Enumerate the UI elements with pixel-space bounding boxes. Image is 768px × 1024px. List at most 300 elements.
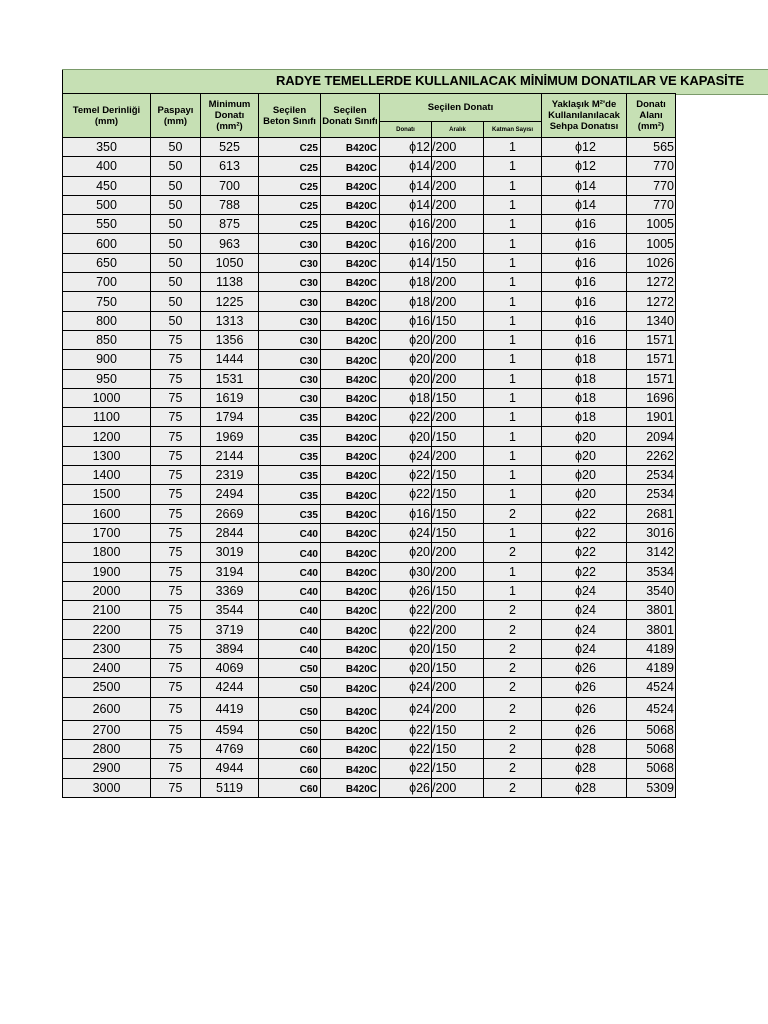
cell-spacing[interactable]: /200 bbox=[432, 778, 484, 797]
cell-spacing[interactable]: /200 bbox=[432, 543, 484, 562]
cell-min-rebar[interactable]: 4244 bbox=[201, 678, 259, 697]
cell-min-rebar[interactable]: 3369 bbox=[201, 581, 259, 600]
cell-rebar-class[interactable]: B420C bbox=[321, 778, 380, 797]
cell-rebar-diameter[interactable]: ϕ22 bbox=[380, 485, 432, 504]
cell-concrete-class[interactable]: C35 bbox=[259, 504, 321, 523]
cell-spacing[interactable]: /150 bbox=[432, 720, 484, 739]
cell-layers[interactable]: 2 bbox=[484, 759, 542, 778]
cell-rebar-class[interactable]: B420C bbox=[321, 466, 380, 485]
cell-mesh[interactable]: ϕ20 bbox=[542, 427, 627, 446]
cell-min-rebar[interactable]: 1356 bbox=[201, 330, 259, 349]
cell-depth[interactable]: 350 bbox=[63, 138, 151, 157]
cell-mesh[interactable]: ϕ26 bbox=[542, 678, 627, 697]
cell-spacing[interactable]: /150 bbox=[432, 759, 484, 778]
cell-area[interactable]: 1571 bbox=[627, 350, 676, 369]
cell-cover[interactable]: 50 bbox=[151, 176, 201, 195]
cell-min-rebar[interactable]: 4769 bbox=[201, 739, 259, 758]
cell-rebar-class[interactable]: B420C bbox=[321, 446, 380, 465]
cell-min-rebar[interactable]: 788 bbox=[201, 195, 259, 214]
cell-mesh[interactable]: ϕ20 bbox=[542, 466, 627, 485]
cell-area[interactable]: 2681 bbox=[627, 504, 676, 523]
cell-rebar-diameter[interactable]: ϕ20 bbox=[380, 350, 432, 369]
cell-rebar-diameter[interactable]: ϕ24 bbox=[380, 446, 432, 465]
cell-spacing[interactable]: /200 bbox=[432, 273, 484, 292]
cell-min-rebar[interactable]: 1313 bbox=[201, 311, 259, 330]
cell-mesh[interactable]: ϕ18 bbox=[542, 388, 627, 407]
cell-area[interactable]: 3534 bbox=[627, 562, 676, 581]
cell-spacing[interactable]: /200 bbox=[432, 215, 484, 234]
cell-rebar-diameter[interactable]: ϕ14 bbox=[380, 176, 432, 195]
cell-cover[interactable]: 50 bbox=[151, 292, 201, 311]
cell-rebar-diameter[interactable]: ϕ24 bbox=[380, 523, 432, 542]
cell-cover[interactable]: 75 bbox=[151, 639, 201, 658]
cell-rebar-class[interactable]: B420C bbox=[321, 157, 380, 176]
cell-layers[interactable]: 1 bbox=[484, 427, 542, 446]
cell-concrete-class[interactable]: C40 bbox=[259, 562, 321, 581]
cell-rebar-class[interactable]: B420C bbox=[321, 234, 380, 253]
cell-mesh[interactable]: ϕ12 bbox=[542, 157, 627, 176]
cell-layers[interactable]: 2 bbox=[484, 739, 542, 758]
cell-concrete-class[interactable]: C30 bbox=[259, 311, 321, 330]
cell-concrete-class[interactable]: C40 bbox=[259, 581, 321, 600]
cell-layers[interactable]: 2 bbox=[484, 543, 542, 562]
cell-layers[interactable]: 1 bbox=[484, 311, 542, 330]
cell-concrete-class[interactable]: C30 bbox=[259, 234, 321, 253]
cell-spacing[interactable]: /200 bbox=[432, 350, 484, 369]
cell-depth[interactable]: 950 bbox=[63, 369, 151, 388]
cell-depth[interactable]: 2800 bbox=[63, 739, 151, 758]
cell-depth[interactable]: 2200 bbox=[63, 620, 151, 639]
cell-rebar-diameter[interactable]: ϕ20 bbox=[380, 369, 432, 388]
cell-layers[interactable]: 1 bbox=[484, 234, 542, 253]
cell-rebar-class[interactable]: B420C bbox=[321, 562, 380, 581]
cell-rebar-class[interactable]: B420C bbox=[321, 215, 380, 234]
cell-mesh[interactable]: ϕ28 bbox=[542, 778, 627, 797]
cell-rebar-diameter[interactable]: ϕ22 bbox=[380, 720, 432, 739]
cell-cover[interactable]: 75 bbox=[151, 466, 201, 485]
cell-concrete-class[interactable]: C30 bbox=[259, 330, 321, 349]
cell-rebar-diameter[interactable]: ϕ22 bbox=[380, 620, 432, 639]
cell-layers[interactable]: 1 bbox=[484, 273, 542, 292]
cell-rebar-class[interactable]: B420C bbox=[321, 408, 380, 427]
cell-layers[interactable]: 2 bbox=[484, 659, 542, 678]
cell-rebar-diameter[interactable]: ϕ30 bbox=[380, 562, 432, 581]
cell-area[interactable]: 1340 bbox=[627, 311, 676, 330]
cell-depth[interactable]: 1700 bbox=[63, 523, 151, 542]
cell-rebar-class[interactable]: B420C bbox=[321, 504, 380, 523]
cell-min-rebar[interactable]: 525 bbox=[201, 138, 259, 157]
cell-spacing[interactable]: /150 bbox=[432, 311, 484, 330]
cell-rebar-diameter[interactable]: ϕ24 bbox=[380, 697, 432, 720]
cell-rebar-class[interactable]: B420C bbox=[321, 543, 380, 562]
cell-mesh[interactable]: ϕ22 bbox=[542, 504, 627, 523]
cell-depth[interactable]: 550 bbox=[63, 215, 151, 234]
cell-depth[interactable]: 650 bbox=[63, 253, 151, 272]
cell-area[interactable]: 1571 bbox=[627, 369, 676, 388]
cell-depth[interactable]: 1100 bbox=[63, 408, 151, 427]
cell-mesh[interactable]: ϕ18 bbox=[542, 369, 627, 388]
cell-cover[interactable]: 75 bbox=[151, 601, 201, 620]
cell-depth[interactable]: 1200 bbox=[63, 427, 151, 446]
cell-mesh[interactable]: ϕ26 bbox=[542, 697, 627, 720]
cell-min-rebar[interactable]: 4419 bbox=[201, 697, 259, 720]
cell-rebar-diameter[interactable]: ϕ14 bbox=[380, 157, 432, 176]
cell-cover[interactable]: 75 bbox=[151, 446, 201, 465]
cell-min-rebar[interactable]: 4594 bbox=[201, 720, 259, 739]
cell-concrete-class[interactable]: C25 bbox=[259, 195, 321, 214]
cell-depth[interactable]: 1500 bbox=[63, 485, 151, 504]
cell-rebar-diameter[interactable]: ϕ20 bbox=[380, 330, 432, 349]
cell-rebar-class[interactable]: B420C bbox=[321, 253, 380, 272]
cell-min-rebar[interactable]: 4069 bbox=[201, 659, 259, 678]
cell-concrete-class[interactable]: C35 bbox=[259, 446, 321, 465]
cell-cover[interactable]: 75 bbox=[151, 369, 201, 388]
cell-area[interactable]: 770 bbox=[627, 176, 676, 195]
cell-rebar-diameter[interactable]: ϕ22 bbox=[380, 408, 432, 427]
cell-rebar-class[interactable]: B420C bbox=[321, 739, 380, 758]
cell-layers[interactable]: 1 bbox=[484, 369, 542, 388]
cell-concrete-class[interactable]: C35 bbox=[259, 427, 321, 446]
cell-depth[interactable]: 1900 bbox=[63, 562, 151, 581]
cell-depth[interactable]: 800 bbox=[63, 311, 151, 330]
cell-area[interactable]: 770 bbox=[627, 157, 676, 176]
cell-concrete-class[interactable]: C30 bbox=[259, 388, 321, 407]
cell-layers[interactable]: 2 bbox=[484, 778, 542, 797]
cell-cover[interactable]: 50 bbox=[151, 138, 201, 157]
cell-spacing[interactable]: /200 bbox=[432, 601, 484, 620]
cell-rebar-diameter[interactable]: ϕ12 bbox=[380, 138, 432, 157]
cell-area[interactable]: 1901 bbox=[627, 408, 676, 427]
cell-rebar-diameter[interactable]: ϕ16 bbox=[380, 504, 432, 523]
cell-layers[interactable]: 1 bbox=[484, 408, 542, 427]
cell-rebar-class[interactable]: B420C bbox=[321, 678, 380, 697]
cell-layers[interactable]: 1 bbox=[484, 157, 542, 176]
cell-min-rebar[interactable]: 5119 bbox=[201, 778, 259, 797]
cell-mesh[interactable]: ϕ24 bbox=[542, 601, 627, 620]
cell-cover[interactable]: 50 bbox=[151, 157, 201, 176]
cell-rebar-class[interactable]: B420C bbox=[321, 138, 380, 157]
cell-mesh[interactable]: ϕ28 bbox=[542, 739, 627, 758]
cell-depth[interactable]: 500 bbox=[63, 195, 151, 214]
cell-rebar-class[interactable]: B420C bbox=[321, 697, 380, 720]
cell-rebar-class[interactable]: B420C bbox=[321, 601, 380, 620]
cell-rebar-class[interactable]: B420C bbox=[321, 485, 380, 504]
cell-rebar-class[interactable]: B420C bbox=[321, 311, 380, 330]
cell-min-rebar[interactable]: 2319 bbox=[201, 466, 259, 485]
cell-rebar-diameter[interactable]: ϕ22 bbox=[380, 466, 432, 485]
cell-concrete-class[interactable]: C50 bbox=[259, 659, 321, 678]
cell-min-rebar[interactable]: 1619 bbox=[201, 388, 259, 407]
cell-spacing[interactable]: /200 bbox=[432, 678, 484, 697]
cell-layers[interactable]: 1 bbox=[484, 330, 542, 349]
cell-area[interactable]: 3142 bbox=[627, 543, 676, 562]
cell-depth[interactable]: 750 bbox=[63, 292, 151, 311]
cell-rebar-class[interactable]: B420C bbox=[321, 388, 380, 407]
cell-min-rebar[interactable]: 1050 bbox=[201, 253, 259, 272]
cell-mesh[interactable]: ϕ20 bbox=[542, 446, 627, 465]
cell-spacing[interactable]: /200 bbox=[432, 138, 484, 157]
cell-cover[interactable]: 75 bbox=[151, 427, 201, 446]
cell-cover[interactable]: 75 bbox=[151, 659, 201, 678]
cell-min-rebar[interactable]: 1444 bbox=[201, 350, 259, 369]
cell-min-rebar[interactable]: 2144 bbox=[201, 446, 259, 465]
cell-depth[interactable]: 2900 bbox=[63, 759, 151, 778]
cell-concrete-class[interactable]: C35 bbox=[259, 466, 321, 485]
cell-area[interactable]: 4189 bbox=[627, 639, 676, 658]
cell-spacing[interactable]: /200 bbox=[432, 369, 484, 388]
cell-min-rebar[interactable]: 613 bbox=[201, 157, 259, 176]
cell-area[interactable]: 1272 bbox=[627, 292, 676, 311]
cell-layers[interactable]: 1 bbox=[484, 292, 542, 311]
cell-layers[interactable]: 2 bbox=[484, 504, 542, 523]
cell-spacing[interactable]: /200 bbox=[432, 446, 484, 465]
header-min-rebar[interactable]: Minimum Donatı (mm²) bbox=[201, 94, 259, 138]
cell-rebar-diameter[interactable]: ϕ20 bbox=[380, 427, 432, 446]
cell-min-rebar[interactable]: 3544 bbox=[201, 601, 259, 620]
cell-concrete-class[interactable]: C40 bbox=[259, 601, 321, 620]
cell-min-rebar[interactable]: 1225 bbox=[201, 292, 259, 311]
cell-rebar-class[interactable]: B420C bbox=[321, 427, 380, 446]
cell-concrete-class[interactable]: C30 bbox=[259, 369, 321, 388]
cell-mesh[interactable]: ϕ18 bbox=[542, 408, 627, 427]
cell-spacing[interactable]: /150 bbox=[432, 253, 484, 272]
cell-layers[interactable]: 1 bbox=[484, 466, 542, 485]
cell-spacing[interactable]: /150 bbox=[432, 427, 484, 446]
cell-cover[interactable]: 50 bbox=[151, 234, 201, 253]
cell-cover[interactable]: 75 bbox=[151, 739, 201, 758]
cell-layers[interactable]: 1 bbox=[484, 195, 542, 214]
cell-rebar-diameter[interactable]: ϕ22 bbox=[380, 739, 432, 758]
cell-depth[interactable]: 2600 bbox=[63, 697, 151, 720]
cell-spacing[interactable]: /200 bbox=[432, 562, 484, 581]
cell-layers[interactable]: 1 bbox=[484, 176, 542, 195]
cell-mesh[interactable]: ϕ24 bbox=[542, 581, 627, 600]
cell-min-rebar[interactable]: 1794 bbox=[201, 408, 259, 427]
cell-spacing[interactable]: /200 bbox=[432, 330, 484, 349]
cell-concrete-class[interactable]: C30 bbox=[259, 253, 321, 272]
cell-spacing[interactable]: /150 bbox=[432, 639, 484, 658]
cell-mesh[interactable]: ϕ24 bbox=[542, 639, 627, 658]
cell-rebar-class[interactable]: B420C bbox=[321, 369, 380, 388]
cell-spacing[interactable]: /200 bbox=[432, 234, 484, 253]
subheader-rebar[interactable]: Donatı bbox=[380, 122, 432, 138]
cell-depth[interactable]: 600 bbox=[63, 234, 151, 253]
cell-depth[interactable]: 1600 bbox=[63, 504, 151, 523]
cell-rebar-class[interactable]: B420C bbox=[321, 292, 380, 311]
cell-rebar-class[interactable]: B420C bbox=[321, 523, 380, 542]
cell-mesh[interactable]: ϕ16 bbox=[542, 234, 627, 253]
cell-area[interactable]: 3016 bbox=[627, 523, 676, 542]
cell-mesh[interactable]: ϕ16 bbox=[542, 273, 627, 292]
cell-cover[interactable]: 50 bbox=[151, 215, 201, 234]
cell-layers[interactable]: 1 bbox=[484, 253, 542, 272]
cell-cover[interactable]: 75 bbox=[151, 330, 201, 349]
cell-layers[interactable]: 1 bbox=[484, 138, 542, 157]
cell-mesh[interactable]: ϕ16 bbox=[542, 292, 627, 311]
cell-layers[interactable]: 2 bbox=[484, 697, 542, 720]
cell-area[interactable]: 4524 bbox=[627, 697, 676, 720]
cell-min-rebar[interactable]: 700 bbox=[201, 176, 259, 195]
cell-area[interactable]: 3801 bbox=[627, 620, 676, 639]
cell-rebar-diameter[interactable]: ϕ16 bbox=[380, 234, 432, 253]
cell-mesh[interactable]: ϕ16 bbox=[542, 311, 627, 330]
cell-mesh[interactable]: ϕ26 bbox=[542, 659, 627, 678]
cell-area[interactable]: 2094 bbox=[627, 427, 676, 446]
cell-spacing[interactable]: /150 bbox=[432, 388, 484, 407]
cell-rebar-diameter[interactable]: ϕ20 bbox=[380, 543, 432, 562]
cell-cover[interactable]: 75 bbox=[151, 720, 201, 739]
cell-rebar-class[interactable]: B420C bbox=[321, 581, 380, 600]
cell-rebar-diameter[interactable]: ϕ14 bbox=[380, 195, 432, 214]
cell-area[interactable]: 5068 bbox=[627, 720, 676, 739]
cell-rebar-class[interactable]: B420C bbox=[321, 330, 380, 349]
cell-min-rebar[interactable]: 2669 bbox=[201, 504, 259, 523]
cell-rebar-diameter[interactable]: ϕ26 bbox=[380, 581, 432, 600]
cell-area[interactable]: 4524 bbox=[627, 678, 676, 697]
cell-area[interactable]: 1005 bbox=[627, 215, 676, 234]
cell-cover[interactable]: 75 bbox=[151, 408, 201, 427]
cell-spacing[interactable]: /200 bbox=[432, 157, 484, 176]
cell-area[interactable]: 565 bbox=[627, 138, 676, 157]
cell-area[interactable]: 1005 bbox=[627, 234, 676, 253]
cell-rebar-diameter[interactable]: ϕ16 bbox=[380, 215, 432, 234]
cell-depth[interactable]: 3000 bbox=[63, 778, 151, 797]
cell-depth[interactable]: 400 bbox=[63, 157, 151, 176]
cell-area[interactable]: 1696 bbox=[627, 388, 676, 407]
cell-concrete-class[interactable]: C35 bbox=[259, 485, 321, 504]
cell-depth[interactable]: 700 bbox=[63, 273, 151, 292]
cell-layers[interactable]: 2 bbox=[484, 639, 542, 658]
cell-rebar-class[interactable]: B420C bbox=[321, 639, 380, 658]
cell-concrete-class[interactable]: C25 bbox=[259, 215, 321, 234]
cell-rebar-class[interactable]: B420C bbox=[321, 176, 380, 195]
cell-layers[interactable]: 2 bbox=[484, 620, 542, 639]
cell-concrete-class[interactable]: C40 bbox=[259, 620, 321, 639]
cell-mesh[interactable]: ϕ28 bbox=[542, 759, 627, 778]
cell-concrete-class[interactable]: C30 bbox=[259, 273, 321, 292]
cell-depth[interactable]: 2100 bbox=[63, 601, 151, 620]
cell-spacing[interactable]: /150 bbox=[432, 659, 484, 678]
cell-rebar-class[interactable]: B420C bbox=[321, 273, 380, 292]
header-depth[interactable]: Temel Derinliği (mm) bbox=[63, 94, 151, 138]
cell-concrete-class[interactable]: C50 bbox=[259, 678, 321, 697]
cell-concrete-class[interactable]: C50 bbox=[259, 720, 321, 739]
cell-spacing[interactable]: /150 bbox=[432, 504, 484, 523]
cell-cover[interactable]: 75 bbox=[151, 759, 201, 778]
cell-layers[interactable]: 1 bbox=[484, 562, 542, 581]
subheader-spacing[interactable]: Aralık bbox=[432, 122, 484, 138]
cell-spacing[interactable]: /150 bbox=[432, 581, 484, 600]
cell-mesh[interactable]: ϕ14 bbox=[542, 195, 627, 214]
cell-rebar-diameter[interactable]: ϕ24 bbox=[380, 678, 432, 697]
cell-spacing[interactable]: /150 bbox=[432, 466, 484, 485]
cell-spacing[interactable]: /200 bbox=[432, 697, 484, 720]
cell-depth[interactable]: 1800 bbox=[63, 543, 151, 562]
cell-mesh[interactable]: ϕ20 bbox=[542, 485, 627, 504]
cell-area[interactable]: 770 bbox=[627, 195, 676, 214]
cell-depth[interactable]: 850 bbox=[63, 330, 151, 349]
header-cover[interactable]: Paspayı (mm) bbox=[151, 94, 201, 138]
cell-cover[interactable]: 50 bbox=[151, 195, 201, 214]
cell-cover[interactable]: 75 bbox=[151, 562, 201, 581]
cell-mesh[interactable]: ϕ12 bbox=[542, 138, 627, 157]
cell-cover[interactable]: 75 bbox=[151, 697, 201, 720]
cell-spacing[interactable]: /200 bbox=[432, 408, 484, 427]
cell-rebar-class[interactable]: B420C bbox=[321, 195, 380, 214]
cell-rebar-diameter[interactable]: ϕ26 bbox=[380, 778, 432, 797]
cell-cover[interactable]: 75 bbox=[151, 388, 201, 407]
cell-cover[interactable]: 75 bbox=[151, 778, 201, 797]
cell-rebar-class[interactable]: B420C bbox=[321, 759, 380, 778]
cell-mesh[interactable]: ϕ22 bbox=[542, 562, 627, 581]
cell-depth[interactable]: 2400 bbox=[63, 659, 151, 678]
cell-mesh[interactable]: ϕ16 bbox=[542, 215, 627, 234]
cell-depth[interactable]: 2700 bbox=[63, 720, 151, 739]
cell-mesh[interactable]: ϕ22 bbox=[542, 523, 627, 542]
cell-mesh[interactable]: ϕ18 bbox=[542, 350, 627, 369]
cell-area[interactable]: 1026 bbox=[627, 253, 676, 272]
cell-rebar-class[interactable]: B420C bbox=[321, 620, 380, 639]
cell-layers[interactable]: 1 bbox=[484, 388, 542, 407]
cell-spacing[interactable]: /150 bbox=[432, 523, 484, 542]
cell-area[interactable]: 2534 bbox=[627, 485, 676, 504]
cell-depth[interactable]: 1000 bbox=[63, 388, 151, 407]
cell-area[interactable]: 1272 bbox=[627, 273, 676, 292]
cell-cover[interactable]: 50 bbox=[151, 273, 201, 292]
cell-cover[interactable]: 75 bbox=[151, 678, 201, 697]
cell-min-rebar[interactable]: 4944 bbox=[201, 759, 259, 778]
cell-concrete-class[interactable]: C30 bbox=[259, 350, 321, 369]
cell-rebar-diameter[interactable]: ϕ22 bbox=[380, 601, 432, 620]
cell-min-rebar[interactable]: 3894 bbox=[201, 639, 259, 658]
cell-spacing[interactable]: /150 bbox=[432, 739, 484, 758]
cell-cover[interactable]: 75 bbox=[151, 620, 201, 639]
cell-rebar-class[interactable]: B420C bbox=[321, 350, 380, 369]
cell-spacing[interactable]: /200 bbox=[432, 292, 484, 311]
cell-rebar-class[interactable]: B420C bbox=[321, 720, 380, 739]
cell-cover[interactable]: 75 bbox=[151, 543, 201, 562]
cell-concrete-class[interactable]: C40 bbox=[259, 523, 321, 542]
cell-concrete-class[interactable]: C25 bbox=[259, 157, 321, 176]
cell-spacing[interactable]: /200 bbox=[432, 620, 484, 639]
cell-cover[interactable]: 50 bbox=[151, 311, 201, 330]
cell-area[interactable]: 3801 bbox=[627, 601, 676, 620]
cell-depth[interactable]: 2500 bbox=[63, 678, 151, 697]
cell-layers[interactable]: 2 bbox=[484, 678, 542, 697]
cell-min-rebar[interactable]: 963 bbox=[201, 234, 259, 253]
cell-mesh[interactable]: ϕ16 bbox=[542, 253, 627, 272]
cell-concrete-class[interactable]: C30 bbox=[259, 292, 321, 311]
cell-min-rebar[interactable]: 2494 bbox=[201, 485, 259, 504]
cell-concrete-class[interactable]: C25 bbox=[259, 176, 321, 195]
cell-area[interactable]: 5309 bbox=[627, 778, 676, 797]
cell-area[interactable]: 5068 bbox=[627, 759, 676, 778]
cell-layers[interactable]: 1 bbox=[484, 581, 542, 600]
header-area[interactable]: Donatı Alanı (mm²) bbox=[627, 94, 676, 138]
cell-mesh[interactable]: ϕ26 bbox=[542, 720, 627, 739]
cell-cover[interactable]: 75 bbox=[151, 485, 201, 504]
cell-min-rebar[interactable]: 1969 bbox=[201, 427, 259, 446]
cell-min-rebar[interactable]: 1531 bbox=[201, 369, 259, 388]
subheader-layers[interactable]: Katman Sayısı bbox=[484, 122, 542, 138]
cell-min-rebar[interactable]: 1138 bbox=[201, 273, 259, 292]
cell-spacing[interactable]: /150 bbox=[432, 485, 484, 504]
cell-rebar-diameter[interactable]: ϕ22 bbox=[380, 759, 432, 778]
cell-concrete-class[interactable]: C40 bbox=[259, 639, 321, 658]
cell-area[interactable]: 2534 bbox=[627, 466, 676, 485]
cell-concrete-class[interactable]: C25 bbox=[259, 138, 321, 157]
header-selected-rebar[interactable]: Seçilen Donatı bbox=[380, 94, 542, 122]
